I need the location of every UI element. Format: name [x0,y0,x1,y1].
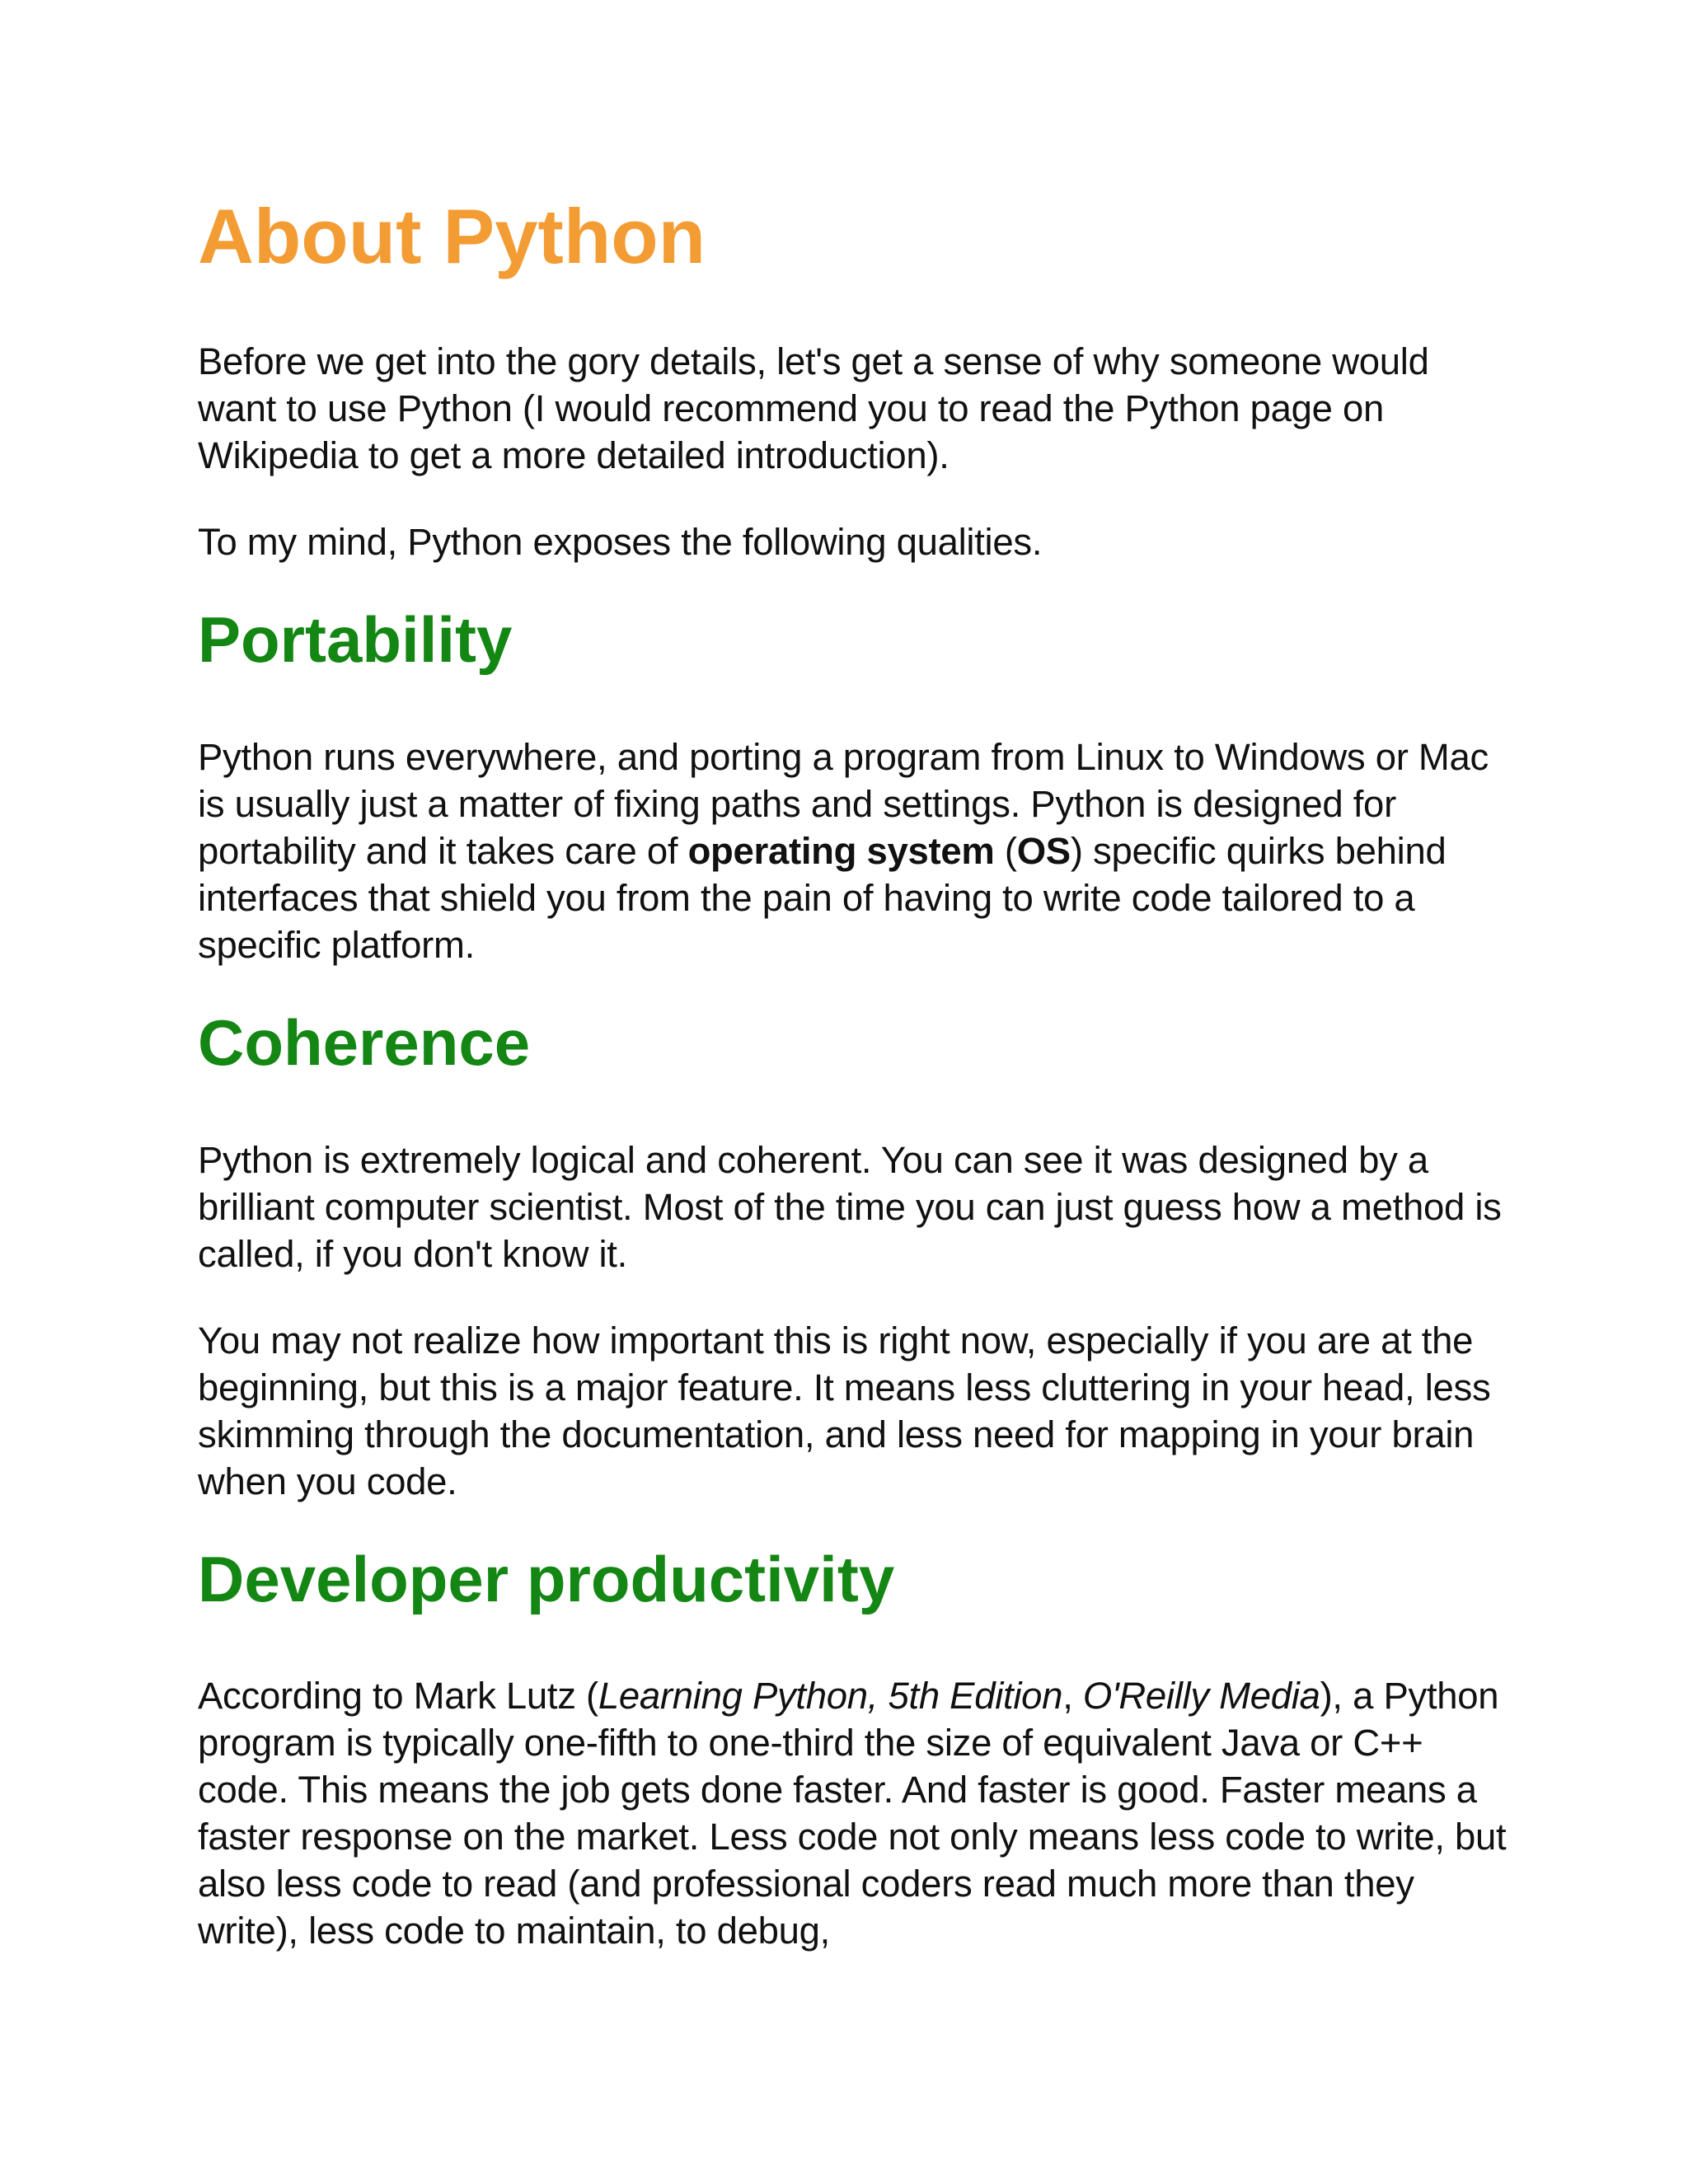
productivity-paragraph [198,1672,1517,1954]
heading-developer-productivity: Developer productivity [198,1542,895,1615]
term-os: OS [1016,829,1071,872]
coherence-paragraph-2: You may not realize how important this is right now, especially if you are at the beginning, but this is a major feature. It means less cluttering in your head, less skimming through the documentation, and less need for mapping in your brain when you code. [198,1319,1491,1502]
page-title: About Python [198,193,706,279]
heading-portability: Portability [198,603,513,676]
productivity-text-a: According to Mark Lutz ( [198,1675,598,1718]
productivity-separator: , [1062,1675,1083,1718]
portability-text-b: ( [994,829,1017,872]
intro-paragraph-2: To my mind, Python exposes the following qualities. [198,521,1043,563]
publisher-name: O'Reilly Media [1082,1675,1320,1718]
portability-paragraph [198,733,1517,968]
coherence-paragraph-1: Python is extremely logical and coherent. You can see it was designed by a brilliant computer scientist. Most of the time you can just guess how a method is called, if you don't know it. [198,1138,1502,1275]
portability-text-c: ) specific quirks behind interfaces that shield you from the pain of having to write code tailored to a specific platform. [198,829,1447,966]
productivity-text-b: ), a Python program is typically one-fifth to one-third the size of equivalent Java or C++ code. This means the job gets done faster. And faster is good. Faster means a faster response on the market. Less code not only means less code to write, but also less code to read (and professional coders read much more than they write), less code to maintain, to debug, [198,1675,1507,1952]
intro-paragraph-1: Before we get into the gory details, let's get a sense of why someone would want to use Python (I would recommend you to read the Python page on Wikipedia to get a more detailed introduction). [198,340,1429,476]
document-page [198,193,1517,1994]
term-operating-system: operating system [687,829,995,872]
heading-coherence: Coherence [198,1005,531,1079]
book-title: Learning Python, 5th Edition [598,1675,1063,1718]
portability-text-a: Python runs everywhere, and porting a program from Linux to Windows or Mac is usually just a matter of fixing paths and settings. Python is designed for portability and it takes care of [198,735,1489,872]
